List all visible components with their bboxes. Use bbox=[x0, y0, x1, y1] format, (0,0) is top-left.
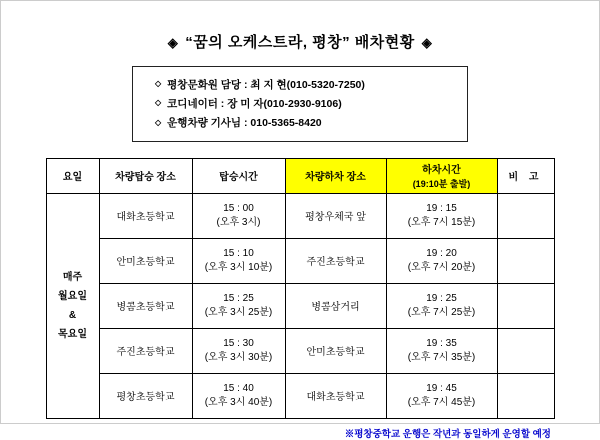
dropoff-time-24: 19 : 25 bbox=[426, 293, 457, 305]
pickup-time-24: 15 : 25 bbox=[223, 293, 254, 305]
pickup-time-24: 15 : 40 bbox=[223, 383, 254, 395]
pickup-place-cell: 평창초등학교 bbox=[99, 373, 192, 418]
diamond-bullet-icon: ◇ bbox=[155, 98, 162, 108]
pickup-time-ampm: (오후 3시 30분) bbox=[204, 351, 273, 363]
note-cell bbox=[497, 193, 554, 238]
column-header-dropoff-time-main: 하차시간 bbox=[422, 165, 461, 177]
table-row bbox=[46, 283, 554, 328]
dropoff-place-cell: 안미초등학교 bbox=[285, 328, 386, 373]
day-line-1: 매주 bbox=[62, 271, 83, 283]
pickup-time-cell bbox=[192, 193, 285, 238]
dropoff-time-24: 19 : 15 bbox=[426, 203, 457, 215]
table-row bbox=[46, 328, 554, 373]
dropoff-time-24: 19 : 35 bbox=[426, 338, 457, 350]
column-header-pickup-place: 차량탑승 장소 bbox=[99, 158, 192, 193]
day-line-2: 월요일 bbox=[58, 290, 87, 302]
contact-line-1 bbox=[133, 75, 467, 94]
pickup-place-cell: 병콤초등학교 bbox=[99, 283, 192, 328]
pickup-time-cell bbox=[192, 328, 285, 373]
note-cell bbox=[497, 283, 554, 328]
dropoff-time-ampm: (오후 7시 25분) bbox=[407, 306, 476, 318]
pickup-place-cell: 대화초등학교 bbox=[99, 193, 192, 238]
column-header-pickup-time: 탑승시간 bbox=[192, 158, 285, 193]
column-header-note: 비 고 bbox=[497, 158, 554, 193]
note-cell bbox=[497, 328, 554, 373]
note-cell bbox=[497, 373, 554, 418]
dropoff-place-cell: 평창우체국 앞 bbox=[285, 193, 386, 238]
dropoff-time-cell bbox=[386, 193, 497, 238]
pickup-time-24: 15 : 10 bbox=[223, 248, 254, 260]
contact-text-2: 코디네이터 : 장 미 자(010-2930-9106) bbox=[167, 97, 342, 110]
column-header-dropoff-time-sub: (19:10분 출발) bbox=[412, 179, 471, 190]
dropoff-time-cell bbox=[386, 328, 497, 373]
pickup-place-cell: 주진초등학교 bbox=[99, 328, 192, 373]
table-header-row bbox=[46, 158, 554, 193]
dropoff-time-24: 19 : 45 bbox=[426, 383, 457, 395]
day-cell bbox=[46, 193, 99, 418]
column-header-day: 요일 bbox=[46, 158, 99, 193]
contact-line-3 bbox=[133, 113, 467, 132]
dropoff-place-cell: 대화초등학교 bbox=[285, 373, 386, 418]
diamond-left-icon: ◈ bbox=[167, 35, 179, 51]
pickup-time-ampm: (오후 3시 25분) bbox=[204, 306, 273, 318]
dropoff-time-ampm: (오후 7시 20분) bbox=[407, 261, 476, 273]
page-title bbox=[1, 31, 599, 52]
column-header-dropoff-place: 차량하차 장소 bbox=[285, 158, 386, 193]
dropoff-time-cell bbox=[386, 283, 497, 328]
dropoff-time-ampm: (오후 7시 45분) bbox=[407, 396, 476, 408]
schedule-table bbox=[46, 158, 555, 419]
pickup-time-cell bbox=[192, 373, 285, 418]
dropoff-time-24: 19 : 20 bbox=[426, 248, 457, 260]
pickup-place-cell: 안미초등학교 bbox=[99, 238, 192, 283]
dropoff-time-ampm: (오후 7시 15분) bbox=[407, 216, 476, 228]
page-title-text: “꿈의 오케스트라, 평창” 배차현황 bbox=[185, 34, 415, 51]
diamond-bullet-icon: ◇ bbox=[155, 117, 162, 127]
dropoff-time-cell bbox=[386, 373, 497, 418]
table-row bbox=[46, 373, 554, 418]
pickup-time-ampm: (오후 3시 40분) bbox=[204, 396, 273, 408]
pickup-time-24: 15 : 30 bbox=[223, 338, 254, 350]
day-line-4: 목요일 bbox=[58, 328, 87, 340]
dropoff-place-cell: 주진초등학교 bbox=[285, 238, 386, 283]
note-cell bbox=[497, 238, 554, 283]
pickup-time-ampm: (오후 3시) bbox=[216, 216, 261, 228]
dropoff-place-cell: 병콤삼거리 bbox=[285, 283, 386, 328]
pickup-time-cell bbox=[192, 283, 285, 328]
pickup-time-cell bbox=[192, 238, 285, 283]
footnote: ※평창중학교 운행은 작년과 동일하게 운영할 예정 bbox=[344, 428, 551, 440]
contact-line-2 bbox=[133, 94, 467, 113]
table-row bbox=[46, 193, 554, 238]
contact-box bbox=[132, 66, 468, 142]
pickup-time-ampm: (오후 3시 10분) bbox=[204, 261, 273, 273]
day-line-3: & bbox=[68, 309, 77, 321]
contact-text-1: 평창문화원 담당 : 최 지 현(010-5320-7250) bbox=[167, 78, 365, 91]
dropoff-time-ampm: (오후 7시 35분) bbox=[407, 351, 476, 363]
diamond-bullet-icon: ◇ bbox=[155, 79, 162, 89]
pickup-time-24: 15 : 00 bbox=[223, 203, 254, 215]
column-header-dropoff-time bbox=[386, 158, 497, 193]
diamond-right-icon: ◈ bbox=[421, 35, 433, 51]
contact-text-3: 운행차량 기사님 : 010-5365-8420 bbox=[167, 116, 322, 129]
table-row bbox=[46, 238, 554, 283]
dropoff-time-cell bbox=[386, 238, 497, 283]
